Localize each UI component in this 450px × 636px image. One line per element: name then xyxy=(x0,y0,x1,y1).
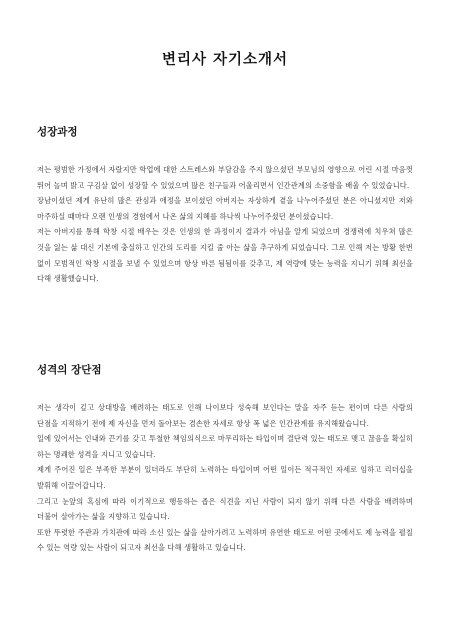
paragraph: 일에 있어서는 인내와 끈기를 갖고 투철한 책임의식으로 마무리하는 타입이며 결단력 있는 태도로 맺고 끊음을 확실히 하는 명쾌한 성격을 지니고 있습니다. xyxy=(37,434,413,459)
section-growth xyxy=(0,124,450,284)
paragraph: 장남이셨던 제게 유난히 많은 관심과 애정을 보이셨던 아버지는 자상하게 곁을 나누어주셨던 분은 아니셨지만 저와 마주하실 때마다 오랜 인생의 경험에서 나온 삶의 지혜를 하나씩 나누어주셨던 분이셨습니다. xyxy=(37,196,413,221)
paragraph: 또한 뚜렷한 주관과 가치관에 따라 소신 있는 삶을 살아가려고 노력하며 유연한 태도로 어떤 곳에서도 제 능력을 펼칠 수 있는 역량 있는 사람이 되고자 최선을 다해 생활하고 있습니다. xyxy=(37,527,413,553)
paragraph: 저는 평범한 가정에서 자랐지만 학업에 대한 스트레스와 부담감을 주지 않으셨던 부모님의 영향으로 어린 시절 마음껏 뛰어 놀며 밝고 구김살 없이 성장할 수 있었으며 많은 친구들과 어울리면서 인간관계의 소중함을 배울 수 있었습니다. xyxy=(37,165,413,190)
paragraph: 저는 생각이 깊고 상대방을 배려하는 태도로 인해 나이보다 성숙해 보인다는 말을 자주 듣는 편이며 다른 사람의 단점을 지적하기 전에 제 자신을 먼저 돌아보는 겸손한 자세로 항상 폭 넓은 인간관계를 유지해왔습니다. xyxy=(37,403,413,428)
paragraph: 제게 주어진 일은 부족한 부분이 있더라도 부단히 노력하는 타입이며 어떤 일이든 적극적인 자세로 임하고 리더십을 발휘해 이끌어갑니다. xyxy=(37,465,413,490)
section-body xyxy=(37,400,413,556)
section-personality xyxy=(0,362,450,553)
paragraph: 저는 아버지를 통해 학창 시절 배우는 것은 인생의 한 과정이지 결과가 아님을 알게 되었으며 경쟁력에 치우쳐 많은 것을 잃는 삶 대신 기본에 충실하고 인간의 도리를 지킬 줄 아는 삶을 추구하게 되었습니다. 그로 인해 저는 방황 한번 없이 모범적인 학창 시절을 보낼 수 있었으며 항상 바른 됨됨이를 갖추고, 제 역량에 맞는 능력을 지니기 위해 최선을 다해 생활했습니다. xyxy=(37,227,413,284)
section-body xyxy=(37,162,413,287)
section-heading: 성격의 장단점 xyxy=(37,364,102,376)
paragraph: 그리고 눈앞의 혹심에 따라 이기적으로 행동하는 좁은 식견을 지닌 사람이 되지 않기 위해 다른 사람을 배려하며 더불어 살아가는 삶을 지향하고 있습니다. xyxy=(37,496,413,522)
section-heading: 성장과정 xyxy=(37,126,78,138)
document-title: 변리사 자기소개서 xyxy=(161,51,289,68)
